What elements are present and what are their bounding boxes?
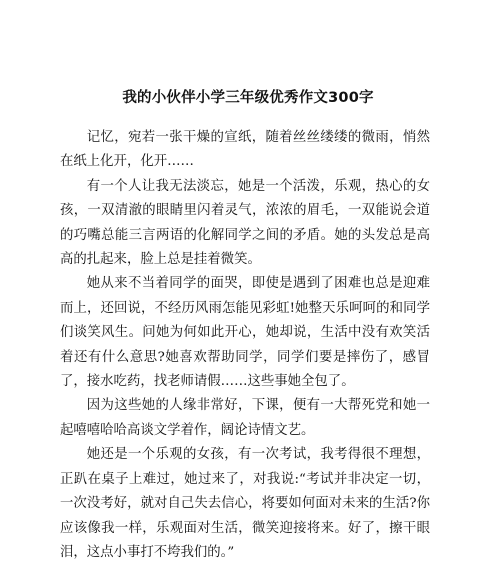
paragraph-4: 因为这些她的人缘非常好，下课，便有一大帮死党和她一起嘻嘻哈哈高谈文学着作，阔论诗情文艺。 — [60, 398, 430, 438]
paragraph-2: 有一个人让我无法淡忘，她是一个活泼，乐观，热心的女孩，一双清澈的眼睛里闪着灵气，浓浓的眉毛，一双能说会道的巧嘴总能三言两语的化解同学之间的矛盾。她的头发总是高高的扎起来，脸上总是挂着微笑。 — [60, 178, 430, 268]
paragraph-1: 记忆，宛若一张干燥的宣纸，随着丝丝缕缕的微雨，悄然在纸上化开，化开…… — [60, 130, 430, 170]
paragraph-3: 她从来不当着同学的面哭，即使是遇到了困难也总是迎难而上，还回说，不经历风雨怎能见彩虹!她整天乐呵呵的和同学们谈笑风生。问她为何如此开心，她却说，生活中没有欢笑活着还有什么意思?她喜欢帮助同学，同学们要是摔伤了，感冒了，接水吃药，找老师请假……这些事她全包了。 — [60, 276, 430, 390]
article-body — [60, 126, 430, 561]
paragraph-5: 她还是一个乐观的女孩，有一次考试，我考得很不理想，正趴在桌子上难过，她过来了，对我说:“考试并非决定一切，一次没考好，就对自己失去信心，将要如何面对未来的生活?你应该像我一样，乐观面对生活，微笑迎接将来。好了，擦干眼泪，这点小事打不垮我们的。” — [60, 447, 430, 560]
page-title: 我的小伙伴小学三年级优秀作文300字 — [122, 90, 374, 106]
